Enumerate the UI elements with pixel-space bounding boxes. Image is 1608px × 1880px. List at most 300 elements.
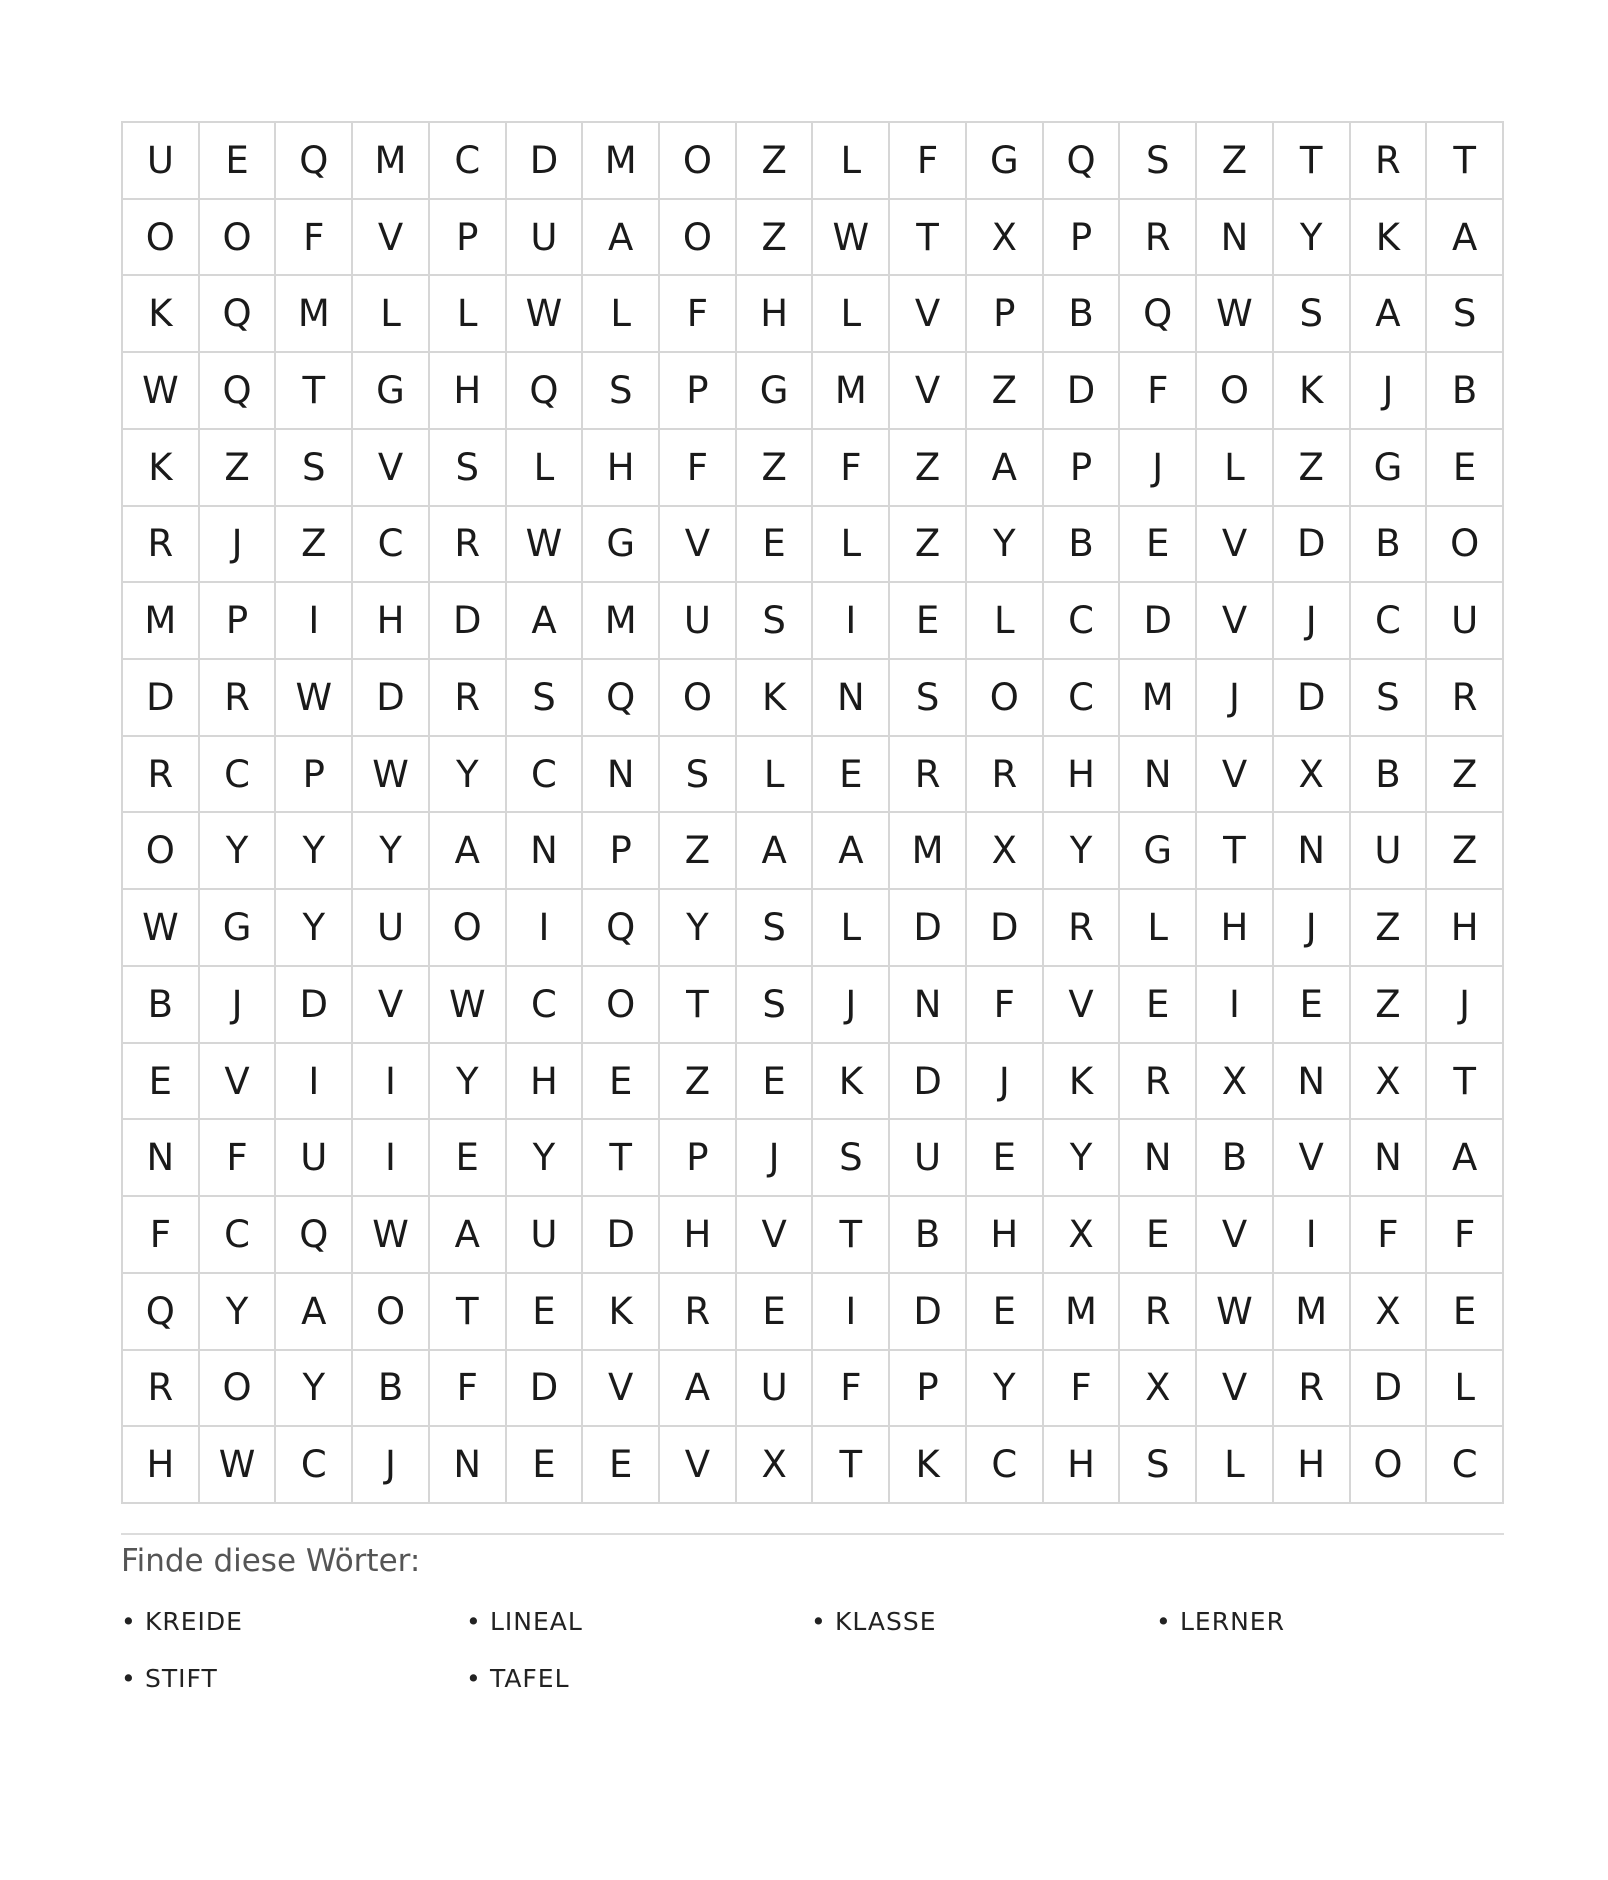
grid-cell[interactable]: G <box>353 353 430 430</box>
grid-cell[interactable]: U <box>276 1120 353 1197</box>
grid-cell[interactable]: A <box>276 1274 353 1351</box>
grid-cell[interactable]: O <box>200 1351 277 1428</box>
grid-cell[interactable]: U <box>123 123 200 200</box>
grid-cell[interactable]: D <box>1120 583 1197 660</box>
grid-cell[interactable]: F <box>660 430 737 507</box>
grid-cell[interactable]: D <box>890 890 967 967</box>
grid-cell[interactable]: V <box>200 1044 277 1121</box>
grid-cell[interactable]: P <box>200 583 277 660</box>
grid-cell[interactable]: W <box>123 890 200 967</box>
grid-cell[interactable]: G <box>200 890 277 967</box>
grid-cell[interactable]: D <box>890 1044 967 1121</box>
grid-cell[interactable]: Z <box>276 507 353 584</box>
grid-cell[interactable]: O <box>123 813 200 890</box>
grid-cell[interactable]: O <box>353 1274 430 1351</box>
grid-cell[interactable]: S <box>507 660 584 737</box>
grid-cell[interactable]: P <box>1044 430 1121 507</box>
grid-cell[interactable]: C <box>353 507 430 584</box>
grid-cell[interactable]: Y <box>967 507 1044 584</box>
grid-cell[interactable]: V <box>660 507 737 584</box>
grid-cell[interactable]: S <box>737 967 814 1044</box>
grid-cell[interactable]: T <box>1427 1044 1504 1121</box>
grid-cell[interactable]: C <box>430 123 507 200</box>
grid-cell[interactable]: C <box>1044 583 1121 660</box>
grid-cell[interactable]: U <box>507 200 584 277</box>
grid-cell[interactable]: V <box>660 1427 737 1504</box>
grid-cell[interactable]: K <box>583 1274 660 1351</box>
grid-cell[interactable]: V <box>1197 1351 1274 1428</box>
grid-cell[interactable]: C <box>200 737 277 814</box>
grid-cell[interactable]: D <box>430 583 507 660</box>
grid-cell[interactable]: A <box>583 200 660 277</box>
grid-cell[interactable]: E <box>737 1274 814 1351</box>
grid-cell[interactable]: M <box>890 813 967 890</box>
grid-cell[interactable]: I <box>276 583 353 660</box>
grid-cell[interactable]: Z <box>200 430 277 507</box>
grid-cell[interactable]: Q <box>1044 123 1121 200</box>
grid-cell[interactable]: X <box>1351 1044 1428 1121</box>
grid-cell[interactable]: O <box>123 200 200 277</box>
grid-cell[interactable]: E <box>1274 967 1351 1044</box>
grid-cell[interactable]: Z <box>660 1044 737 1121</box>
grid-cell[interactable]: S <box>737 583 814 660</box>
grid-cell[interactable]: A <box>737 813 814 890</box>
grid-cell[interactable]: S <box>1120 1427 1197 1504</box>
grid-cell[interactable]: X <box>1044 1197 1121 1274</box>
grid-cell[interactable]: J <box>1274 583 1351 660</box>
grid-cell[interactable]: J <box>1427 967 1504 1044</box>
grid-cell[interactable]: A <box>660 1351 737 1428</box>
grid-cell[interactable]: B <box>1044 507 1121 584</box>
grid-cell[interactable]: L <box>583 276 660 353</box>
grid-cell[interactable]: V <box>353 430 430 507</box>
grid-cell[interactable]: R <box>430 507 507 584</box>
grid-cell[interactable]: C <box>1351 583 1428 660</box>
grid-cell[interactable]: R <box>890 737 967 814</box>
grid-cell[interactable]: P <box>890 1351 967 1428</box>
grid-cell[interactable]: Y <box>353 813 430 890</box>
grid-cell[interactable]: Z <box>1351 967 1428 1044</box>
grid-cell[interactable]: W <box>507 276 584 353</box>
grid-cell[interactable]: F <box>1427 1197 1504 1274</box>
grid-cell[interactable]: P <box>967 276 1044 353</box>
grid-cell[interactable]: N <box>1274 1044 1351 1121</box>
grid-cell[interactable]: E <box>813 737 890 814</box>
grid-cell[interactable]: A <box>813 813 890 890</box>
grid-cell[interactable]: F <box>813 430 890 507</box>
grid-cell[interactable]: Q <box>200 353 277 430</box>
grid-cell[interactable]: D <box>890 1274 967 1351</box>
grid-cell[interactable]: Y <box>430 737 507 814</box>
grid-cell[interactable]: I <box>507 890 584 967</box>
grid-cell[interactable]: F <box>967 967 1044 1044</box>
grid-cell[interactable]: D <box>276 967 353 1044</box>
grid-cell[interactable]: A <box>1427 200 1504 277</box>
grid-cell[interactable]: D <box>1044 353 1121 430</box>
grid-cell[interactable]: M <box>353 123 430 200</box>
grid-cell[interactable]: P <box>1044 200 1121 277</box>
grid-cell[interactable]: P <box>660 353 737 430</box>
grid-cell[interactable]: I <box>276 1044 353 1121</box>
grid-cell[interactable]: I <box>353 1044 430 1121</box>
grid-cell[interactable]: Z <box>660 813 737 890</box>
grid-cell[interactable]: V <box>1197 737 1274 814</box>
grid-cell[interactable]: B <box>353 1351 430 1428</box>
grid-cell[interactable]: V <box>583 1351 660 1428</box>
grid-cell[interactable]: I <box>1197 967 1274 1044</box>
grid-cell[interactable]: N <box>813 660 890 737</box>
grid-cell[interactable]: S <box>1351 660 1428 737</box>
grid-cell[interactable]: I <box>813 583 890 660</box>
grid-cell[interactable]: S <box>1120 123 1197 200</box>
grid-cell[interactable]: M <box>1274 1274 1351 1351</box>
grid-cell[interactable]: Q <box>1120 276 1197 353</box>
grid-cell[interactable]: N <box>890 967 967 1044</box>
grid-cell[interactable]: B <box>1427 353 1504 430</box>
grid-cell[interactable]: L <box>1427 1351 1504 1428</box>
grid-cell[interactable]: G <box>967 123 1044 200</box>
grid-cell[interactable]: N <box>1120 737 1197 814</box>
grid-cell[interactable]: L <box>813 507 890 584</box>
grid-cell[interactable]: A <box>430 1197 507 1274</box>
grid-cell[interactable]: E <box>1427 1274 1504 1351</box>
grid-cell[interactable]: L <box>430 276 507 353</box>
grid-cell[interactable]: R <box>967 737 1044 814</box>
grid-cell[interactable]: N <box>583 737 660 814</box>
grid-cell[interactable]: V <box>353 967 430 1044</box>
grid-cell[interactable]: D <box>967 890 1044 967</box>
grid-cell[interactable]: F <box>1351 1197 1428 1274</box>
grid-cell[interactable]: Z <box>1351 890 1428 967</box>
grid-cell[interactable]: F <box>1044 1351 1121 1428</box>
grid-cell[interactable]: P <box>276 737 353 814</box>
grid-cell[interactable]: K <box>890 1427 967 1504</box>
grid-cell[interactable]: D <box>1274 507 1351 584</box>
grid-cell[interactable]: E <box>507 1427 584 1504</box>
grid-cell[interactable]: H <box>1044 1427 1121 1504</box>
grid-cell[interactable]: Q <box>123 1274 200 1351</box>
grid-cell[interactable]: O <box>660 123 737 200</box>
grid-cell[interactable]: J <box>1351 353 1428 430</box>
grid-cell[interactable]: Y <box>276 813 353 890</box>
grid-cell[interactable]: C <box>1044 660 1121 737</box>
grid-cell[interactable]: J <box>1197 660 1274 737</box>
grid-cell[interactable]: Y <box>276 890 353 967</box>
grid-cell[interactable]: V <box>890 353 967 430</box>
grid-cell[interactable]: Z <box>737 123 814 200</box>
grid-cell[interactable]: L <box>1120 890 1197 967</box>
grid-cell[interactable]: V <box>1274 1120 1351 1197</box>
grid-cell[interactable]: W <box>353 1197 430 1274</box>
grid-cell[interactable]: P <box>660 1120 737 1197</box>
grid-cell[interactable]: S <box>890 660 967 737</box>
grid-cell[interactable]: R <box>430 660 507 737</box>
grid-cell[interactable]: X <box>1351 1274 1428 1351</box>
grid-cell[interactable]: Q <box>507 353 584 430</box>
grid-cell[interactable]: T <box>813 1197 890 1274</box>
grid-cell[interactable]: O <box>660 200 737 277</box>
grid-cell[interactable]: M <box>583 123 660 200</box>
grid-cell[interactable]: X <box>1197 1044 1274 1121</box>
grid-cell[interactable]: Y <box>507 1120 584 1197</box>
grid-cell[interactable]: B <box>1044 276 1121 353</box>
grid-cell[interactable]: M <box>1120 660 1197 737</box>
grid-cell[interactable]: A <box>1427 1120 1504 1197</box>
grid-cell[interactable]: X <box>737 1427 814 1504</box>
grid-cell[interactable]: T <box>813 1427 890 1504</box>
grid-cell[interactable]: S <box>813 1120 890 1197</box>
grid-cell[interactable]: Z <box>1427 737 1504 814</box>
grid-cell[interactable]: O <box>660 660 737 737</box>
grid-cell[interactable]: U <box>353 890 430 967</box>
grid-cell[interactable]: A <box>430 813 507 890</box>
grid-cell[interactable]: R <box>1120 200 1197 277</box>
grid-cell[interactable]: U <box>1351 813 1428 890</box>
grid-cell[interactable]: L <box>813 123 890 200</box>
grid-cell[interactable]: R <box>123 1351 200 1428</box>
grid-cell[interactable]: B <box>1351 507 1428 584</box>
grid-cell[interactable]: Y <box>1044 1120 1121 1197</box>
grid-cell[interactable]: L <box>353 276 430 353</box>
grid-cell[interactable]: W <box>200 1427 277 1504</box>
grid-cell[interactable]: E <box>507 1274 584 1351</box>
grid-cell[interactable]: J <box>353 1427 430 1504</box>
grid-cell[interactable]: F <box>200 1120 277 1197</box>
grid-cell[interactable]: N <box>1197 200 1274 277</box>
grid-cell[interactable]: T <box>1427 123 1504 200</box>
grid-cell[interactable]: R <box>660 1274 737 1351</box>
grid-cell[interactable]: Z <box>737 430 814 507</box>
grid-cell[interactable]: R <box>1274 1351 1351 1428</box>
grid-cell[interactable]: D <box>583 1197 660 1274</box>
grid-cell[interactable]: N <box>123 1120 200 1197</box>
grid-cell[interactable]: H <box>583 430 660 507</box>
grid-cell[interactable]: B <box>123 967 200 1044</box>
grid-cell[interactable]: Z <box>890 430 967 507</box>
grid-cell[interactable]: A <box>507 583 584 660</box>
grid-cell[interactable]: O <box>1351 1427 1428 1504</box>
grid-cell[interactable]: W <box>1197 1274 1274 1351</box>
grid-cell[interactable]: I <box>353 1120 430 1197</box>
grid-cell[interactable]: N <box>1274 813 1351 890</box>
grid-cell[interactable]: K <box>123 276 200 353</box>
grid-cell[interactable]: C <box>1427 1427 1504 1504</box>
grid-cell[interactable]: E <box>967 1120 1044 1197</box>
grid-cell[interactable]: W <box>813 200 890 277</box>
grid-cell[interactable]: K <box>123 430 200 507</box>
grid-cell[interactable]: T <box>660 967 737 1044</box>
grid-cell[interactable]: U <box>660 583 737 660</box>
grid-cell[interactable]: Y <box>967 1351 1044 1428</box>
grid-cell[interactable]: S <box>737 890 814 967</box>
grid-cell[interactable]: M <box>276 276 353 353</box>
grid-cell[interactable]: D <box>1274 660 1351 737</box>
grid-cell[interactable]: T <box>430 1274 507 1351</box>
grid-cell[interactable]: G <box>1120 813 1197 890</box>
grid-cell[interactable]: V <box>1197 1197 1274 1274</box>
grid-cell[interactable]: F <box>813 1351 890 1428</box>
grid-cell[interactable]: F <box>276 200 353 277</box>
grid-cell[interactable]: E <box>1120 967 1197 1044</box>
grid-cell[interactable]: Q <box>583 890 660 967</box>
grid-cell[interactable]: W <box>276 660 353 737</box>
grid-cell[interactable]: T <box>583 1120 660 1197</box>
grid-cell[interactable]: V <box>890 276 967 353</box>
grid-cell[interactable]: E <box>967 1274 1044 1351</box>
grid-cell[interactable]: X <box>1274 737 1351 814</box>
grid-cell[interactable]: J <box>737 1120 814 1197</box>
grid-cell[interactable]: D <box>507 123 584 200</box>
grid-cell[interactable]: G <box>737 353 814 430</box>
grid-cell[interactable]: M <box>813 353 890 430</box>
grid-cell[interactable]: V <box>1197 583 1274 660</box>
grid-cell[interactable]: Z <box>890 507 967 584</box>
grid-cell[interactable]: C <box>200 1197 277 1274</box>
grid-cell[interactable]: R <box>200 660 277 737</box>
grid-cell[interactable]: L <box>967 583 1044 660</box>
grid-cell[interactable]: F <box>660 276 737 353</box>
grid-cell[interactable]: X <box>1120 1351 1197 1428</box>
grid-cell[interactable]: O <box>583 967 660 1044</box>
grid-cell[interactable]: C <box>507 967 584 1044</box>
grid-cell[interactable]: R <box>1351 123 1428 200</box>
grid-cell[interactable]: J <box>967 1044 1044 1121</box>
grid-cell[interactable]: V <box>353 200 430 277</box>
grid-cell[interactable]: J <box>813 967 890 1044</box>
grid-cell[interactable]: D <box>353 660 430 737</box>
grid-cell[interactable]: Y <box>1044 813 1121 890</box>
grid-cell[interactable]: G <box>583 507 660 584</box>
grid-cell[interactable]: X <box>967 813 1044 890</box>
grid-cell[interactable]: W <box>123 353 200 430</box>
grid-cell[interactable]: T <box>1197 813 1274 890</box>
grid-cell[interactable]: E <box>1427 430 1504 507</box>
grid-cell[interactable]: E <box>890 583 967 660</box>
grid-cell[interactable]: H <box>353 583 430 660</box>
grid-cell[interactable]: E <box>430 1120 507 1197</box>
grid-cell[interactable]: X <box>967 200 1044 277</box>
grid-cell[interactable]: H <box>1427 890 1504 967</box>
grid-cell[interactable]: E <box>583 1427 660 1504</box>
grid-cell[interactable]: N <box>507 813 584 890</box>
grid-cell[interactable]: R <box>1120 1044 1197 1121</box>
grid-cell[interactable]: S <box>276 430 353 507</box>
grid-cell[interactable]: G <box>1351 430 1428 507</box>
grid-cell[interactable]: H <box>660 1197 737 1274</box>
grid-cell[interactable]: D <box>123 660 200 737</box>
grid-cell[interactable]: O <box>430 890 507 967</box>
grid-cell[interactable]: Y <box>200 813 277 890</box>
grid-cell[interactable]: T <box>276 353 353 430</box>
grid-cell[interactable]: S <box>1427 276 1504 353</box>
grid-cell[interactable]: Q <box>276 123 353 200</box>
grid-cell[interactable]: O <box>967 660 1044 737</box>
grid-cell[interactable]: S <box>660 737 737 814</box>
grid-cell[interactable]: H <box>123 1427 200 1504</box>
grid-cell[interactable]: T <box>890 200 967 277</box>
grid-cell[interactable]: C <box>967 1427 1044 1504</box>
grid-cell[interactable]: H <box>430 353 507 430</box>
grid-cell[interactable]: Y <box>660 890 737 967</box>
grid-cell[interactable]: E <box>1120 507 1197 584</box>
grid-cell[interactable]: Y <box>200 1274 277 1351</box>
grid-cell[interactable]: H <box>1044 737 1121 814</box>
grid-cell[interactable]: J <box>200 967 277 1044</box>
grid-cell[interactable]: V <box>1197 507 1274 584</box>
grid-cell[interactable]: F <box>430 1351 507 1428</box>
grid-cell[interactable]: C <box>276 1427 353 1504</box>
grid-cell[interactable]: O <box>200 200 277 277</box>
grid-cell[interactable]: O <box>1427 507 1504 584</box>
grid-cell[interactable]: W <box>353 737 430 814</box>
grid-cell[interactable]: Z <box>967 353 1044 430</box>
grid-cell[interactable]: D <box>1351 1351 1428 1428</box>
grid-cell[interactable]: N <box>1120 1120 1197 1197</box>
grid-cell[interactable]: K <box>1044 1044 1121 1121</box>
grid-cell[interactable]: L <box>1197 430 1274 507</box>
grid-cell[interactable]: V <box>1044 967 1121 1044</box>
grid-cell[interactable]: N <box>1351 1120 1428 1197</box>
grid-cell[interactable]: K <box>737 660 814 737</box>
grid-cell[interactable]: Z <box>1197 123 1274 200</box>
grid-cell[interactable]: B <box>1197 1120 1274 1197</box>
grid-cell[interactable]: K <box>813 1044 890 1121</box>
grid-cell[interactable]: U <box>507 1197 584 1274</box>
grid-cell[interactable]: E <box>583 1044 660 1121</box>
grid-cell[interactable]: F <box>1120 353 1197 430</box>
grid-cell[interactable]: Y <box>1274 200 1351 277</box>
grid-cell[interactable]: O <box>1197 353 1274 430</box>
grid-cell[interactable]: E <box>123 1044 200 1121</box>
grid-cell[interactable]: M <box>123 583 200 660</box>
grid-cell[interactable]: R <box>1044 890 1121 967</box>
grid-cell[interactable]: W <box>1197 276 1274 353</box>
grid-cell[interactable]: S <box>1274 276 1351 353</box>
grid-cell[interactable]: Q <box>200 276 277 353</box>
grid-cell[interactable]: H <box>1197 890 1274 967</box>
grid-cell[interactable]: H <box>507 1044 584 1121</box>
grid-cell[interactable]: Y <box>430 1044 507 1121</box>
grid-cell[interactable]: I <box>813 1274 890 1351</box>
grid-cell[interactable]: I <box>1274 1197 1351 1274</box>
grid-cell[interactable]: L <box>1197 1427 1274 1504</box>
grid-cell[interactable]: S <box>583 353 660 430</box>
grid-cell[interactable]: U <box>890 1120 967 1197</box>
grid-cell[interactable]: V <box>737 1197 814 1274</box>
grid-cell[interactable]: B <box>1351 737 1428 814</box>
grid-cell[interactable]: U <box>1427 583 1504 660</box>
grid-cell[interactable]: P <box>430 200 507 277</box>
grid-cell[interactable]: E <box>737 1044 814 1121</box>
grid-cell[interactable]: C <box>507 737 584 814</box>
grid-cell[interactable]: T <box>1274 123 1351 200</box>
grid-cell[interactable]: F <box>123 1197 200 1274</box>
grid-cell[interactable]: A <box>1351 276 1428 353</box>
grid-cell[interactable]: J <box>200 507 277 584</box>
grid-cell[interactable]: M <box>1044 1274 1121 1351</box>
grid-cell[interactable]: U <box>737 1351 814 1428</box>
grid-cell[interactable]: Q <box>276 1197 353 1274</box>
grid-cell[interactable]: Z <box>1427 813 1504 890</box>
grid-cell[interactable]: Y <box>276 1351 353 1428</box>
grid-cell[interactable]: D <box>507 1351 584 1428</box>
grid-cell[interactable]: P <box>583 813 660 890</box>
grid-cell[interactable]: B <box>890 1197 967 1274</box>
grid-cell[interactable]: L <box>813 276 890 353</box>
grid-cell[interactable]: R <box>1427 660 1504 737</box>
grid-cell[interactable]: N <box>430 1427 507 1504</box>
grid-cell[interactable]: R <box>123 507 200 584</box>
